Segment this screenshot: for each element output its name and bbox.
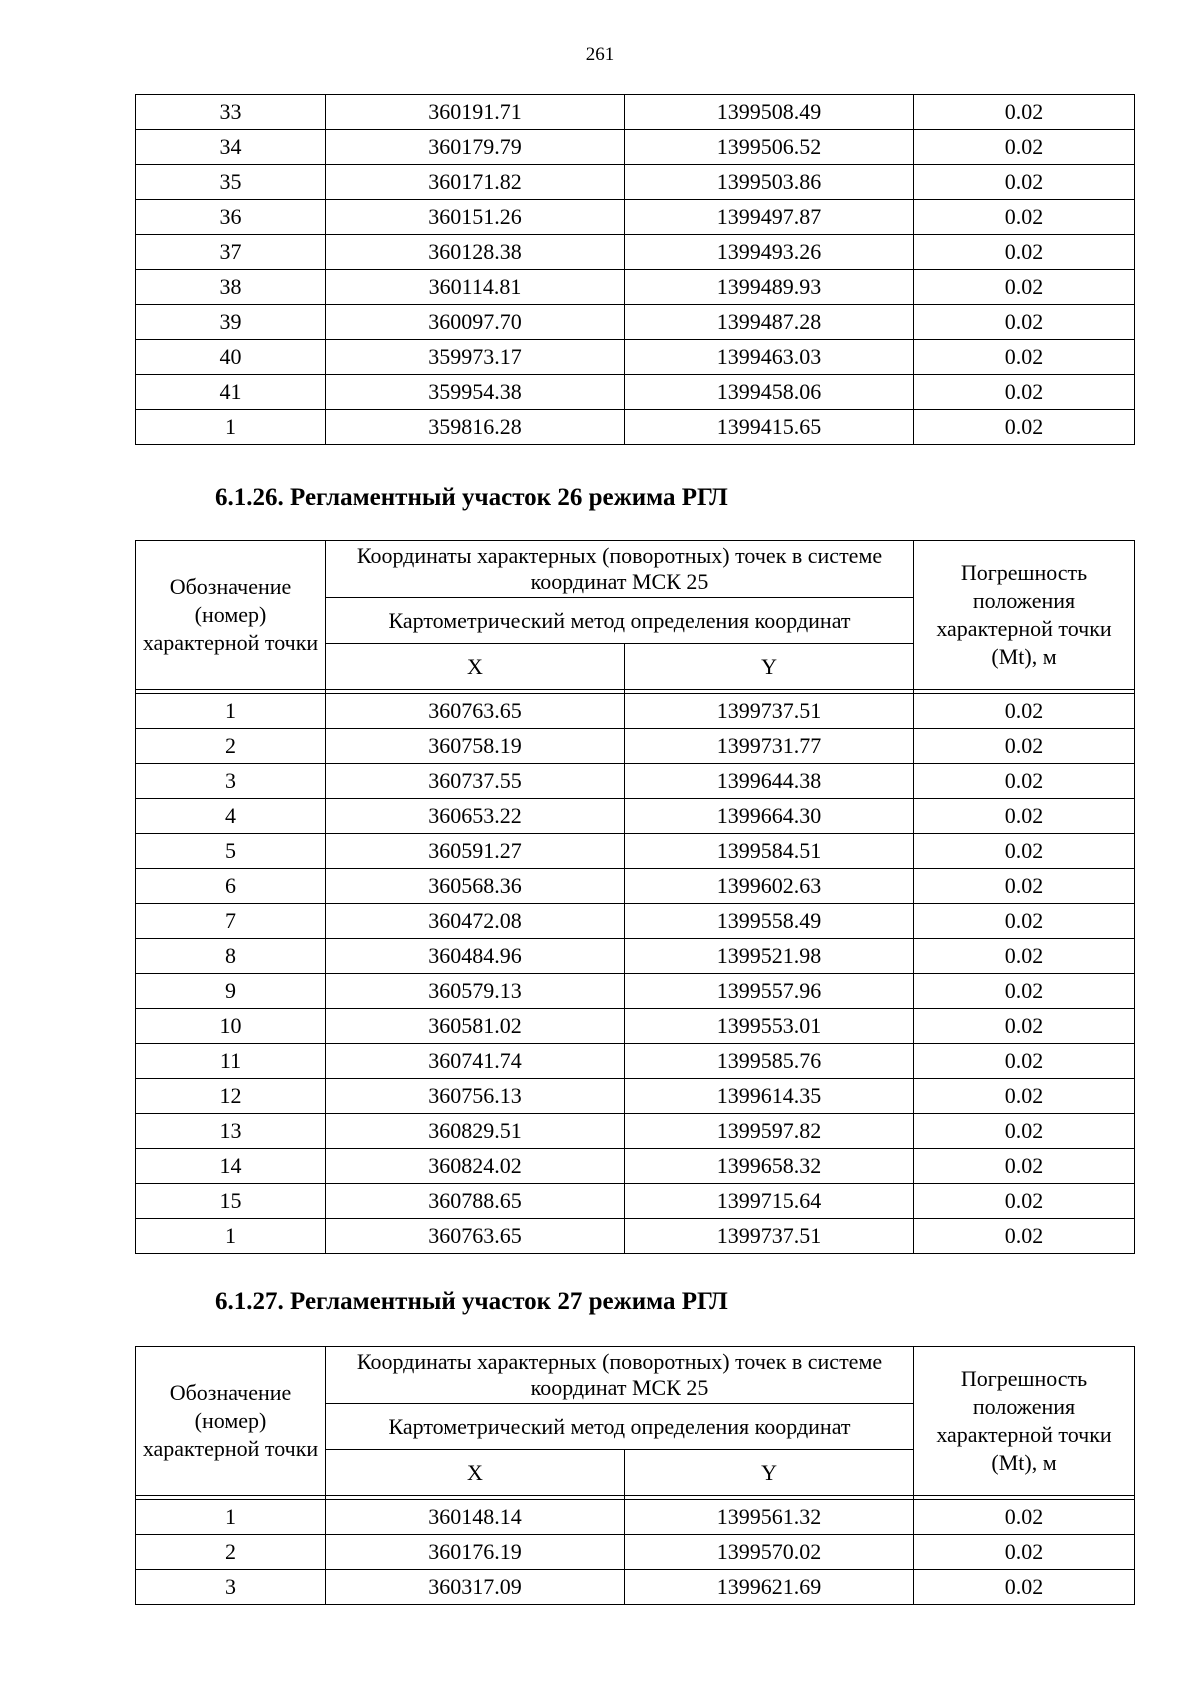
y-coordinate-cell: 1399521.98: [625, 939, 914, 974]
y-coordinate-cell: 1399458.06: [625, 375, 914, 410]
x-coordinate-cell: 359973.17: [326, 340, 625, 375]
point-number-cell: 12: [136, 1079, 326, 1114]
error-cell: 0.02: [914, 375, 1135, 410]
point-number-cell: 40: [136, 340, 326, 375]
y-coordinate-cell: 1399570.02: [625, 1535, 914, 1570]
y-coordinate-cell: 1399561.32: [625, 1500, 914, 1535]
point-number-cell: 1: [136, 410, 326, 445]
error-cell: 0.02: [914, 95, 1135, 130]
point-number-cell: 1: [136, 1500, 326, 1535]
coordinates-table-26: [135, 540, 1135, 1254]
table-row: [136, 1535, 1135, 1570]
y-coordinate-cell: 1399584.51: [625, 834, 914, 869]
x-coordinate-cell: 360568.36: [326, 869, 625, 904]
x-coordinate-cell: 359816.28: [326, 410, 625, 445]
table-row: [136, 340, 1135, 375]
x-coordinate-cell: 360763.65: [326, 1219, 625, 1254]
table-row: [136, 1184, 1135, 1219]
y-coordinate-cell: 1399737.51: [625, 694, 914, 729]
coordinates-table-continued: [135, 94, 1135, 445]
point-number-cell: 14: [136, 1149, 326, 1184]
error-cell: 0.02: [914, 1535, 1135, 1570]
point-number-cell: 8: [136, 939, 326, 974]
y-coordinate-cell: 1399731.77: [625, 729, 914, 764]
point-number-cell: 2: [136, 729, 326, 764]
x-coordinate-cell: 360191.71: [326, 95, 625, 130]
table-row: [136, 1219, 1135, 1254]
table-row: [136, 130, 1135, 165]
section-title-27: 6.1.27. Регламентный участок 27 режима РГЛ: [215, 1288, 728, 1315]
table-row: [136, 974, 1135, 1009]
point-number-cell: 34: [136, 130, 326, 165]
y-coordinate-cell: 1399415.65: [625, 410, 914, 445]
y-coordinate-cell: 1399506.52: [625, 130, 914, 165]
error-cell: 0.02: [914, 764, 1135, 799]
error-cell: 0.02: [914, 410, 1135, 445]
y-coordinate-cell: 1399737.51: [625, 1219, 914, 1254]
point-number-cell: 11: [136, 1044, 326, 1079]
table-row: [136, 235, 1135, 270]
point-number-cell: 2: [136, 1535, 326, 1570]
error-cell: 0.02: [914, 200, 1135, 235]
table-row: [136, 939, 1135, 974]
table-row: [136, 694, 1135, 729]
y-coordinate-cell: 1399558.49: [625, 904, 914, 939]
error-cell: 0.02: [914, 939, 1135, 974]
table-row: [136, 729, 1135, 764]
error-cell: 0.02: [914, 1184, 1135, 1219]
error-cell: 0.02: [914, 729, 1135, 764]
point-number-cell: 1: [136, 694, 326, 729]
error-cell: 0.02: [914, 799, 1135, 834]
error-cell: 0.02: [914, 694, 1135, 729]
header-coordinates-title: Координаты характерных (поворотных) точек в системе координат МСК 25: [326, 541, 914, 598]
point-number-cell: 4: [136, 799, 326, 834]
y-coordinate-cell: 1399553.01: [625, 1009, 914, 1044]
header-point-designation: Обозначение (номер) характерной точки: [136, 541, 326, 690]
table-row: [136, 1500, 1135, 1535]
point-number-cell: 36: [136, 200, 326, 235]
y-coordinate-cell: 1399621.69: [625, 1570, 914, 1605]
table-row: [136, 410, 1135, 445]
y-coordinate-cell: 1399508.49: [625, 95, 914, 130]
point-number-cell: 7: [136, 904, 326, 939]
table-row: [136, 1114, 1135, 1149]
table-row: [136, 1570, 1135, 1605]
error-cell: 0.02: [914, 305, 1135, 340]
point-number-cell: 39: [136, 305, 326, 340]
header-x: X: [326, 1450, 625, 1496]
x-coordinate-cell: 360788.65: [326, 1184, 625, 1219]
point-number-cell: 10: [136, 1009, 326, 1044]
table-row: [136, 834, 1135, 869]
error-cell: 0.02: [914, 235, 1135, 270]
error-cell: 0.02: [914, 1149, 1135, 1184]
header-point-designation: Обозначение (номер) характерной точки: [136, 1347, 326, 1496]
point-number-cell: 33: [136, 95, 326, 130]
table-row: [136, 869, 1135, 904]
x-coordinate-cell: 360151.26: [326, 200, 625, 235]
y-coordinate-cell: 1399557.96: [625, 974, 914, 1009]
page-number: 261: [585, 44, 615, 65]
x-coordinate-cell: 360763.65: [326, 694, 625, 729]
x-coordinate-cell: 360581.02: [326, 1009, 625, 1044]
header-x: X: [326, 644, 625, 690]
error-cell: 0.02: [914, 834, 1135, 869]
table-row: [136, 1149, 1135, 1184]
error-cell: 0.02: [914, 270, 1135, 305]
y-coordinate-cell: 1399489.93: [625, 270, 914, 305]
error-cell: 0.02: [914, 1044, 1135, 1079]
x-coordinate-cell: 360128.38: [326, 235, 625, 270]
point-number-cell: 41: [136, 375, 326, 410]
error-cell: 0.02: [914, 1570, 1135, 1605]
x-coordinate-cell: 360756.13: [326, 1079, 625, 1114]
table-row: [136, 1079, 1135, 1114]
x-coordinate-cell: 360824.02: [326, 1149, 625, 1184]
point-number-cell: 5: [136, 834, 326, 869]
table-row: [136, 200, 1135, 235]
y-coordinate-cell: 1399463.03: [625, 340, 914, 375]
x-coordinate-cell: 360579.13: [326, 974, 625, 1009]
error-cell: 0.02: [914, 1114, 1135, 1149]
header-method: Картометрический метод определения координат: [326, 598, 914, 644]
x-coordinate-cell: 360148.14: [326, 1500, 625, 1535]
error-cell: 0.02: [914, 1500, 1135, 1535]
x-coordinate-cell: 360097.70: [326, 305, 625, 340]
error-cell: 0.02: [914, 1079, 1135, 1114]
header-error: Погрешность положения характерной точки (Mt), м: [914, 541, 1135, 690]
error-cell: 0.02: [914, 904, 1135, 939]
x-coordinate-cell: 360179.79: [326, 130, 625, 165]
error-cell: 0.02: [914, 1009, 1135, 1044]
table-row: [136, 375, 1135, 410]
x-coordinate-cell: 360317.09: [326, 1570, 625, 1605]
table-row: [136, 270, 1135, 305]
y-coordinate-cell: 1399503.86: [625, 165, 914, 200]
point-number-cell: 3: [136, 1570, 326, 1605]
y-coordinate-cell: 1399585.76: [625, 1044, 914, 1079]
table-row: [136, 1044, 1135, 1079]
error-cell: 0.02: [914, 974, 1135, 1009]
table-row: [136, 904, 1135, 939]
table-row: [136, 764, 1135, 799]
table-row: [136, 799, 1135, 834]
point-number-cell: 38: [136, 270, 326, 305]
error-cell: 0.02: [914, 130, 1135, 165]
point-number-cell: 6: [136, 869, 326, 904]
y-coordinate-cell: 1399597.82: [625, 1114, 914, 1149]
header-method: Картометрический метод определения координат: [326, 1404, 914, 1450]
error-cell: 0.02: [914, 165, 1135, 200]
point-number-cell: 3: [136, 764, 326, 799]
x-coordinate-cell: 360176.19: [326, 1535, 625, 1570]
table-row: [136, 1009, 1135, 1044]
section-title-26: 6.1.26. Регламентный участок 26 режима РГЛ: [215, 484, 728, 511]
x-coordinate-cell: 360484.96: [326, 939, 625, 974]
y-coordinate-cell: 1399658.32: [625, 1149, 914, 1184]
x-coordinate-cell: 360591.27: [326, 834, 625, 869]
error-cell: 0.02: [914, 869, 1135, 904]
y-coordinate-cell: 1399493.26: [625, 235, 914, 270]
point-number-cell: 1: [136, 1219, 326, 1254]
y-coordinate-cell: 1399487.28: [625, 305, 914, 340]
y-coordinate-cell: 1399715.64: [625, 1184, 914, 1219]
header-coordinates-title: Координаты характерных (поворотных) точек в системе координат МСК 25: [326, 1347, 914, 1404]
y-coordinate-cell: 1399644.38: [625, 764, 914, 799]
x-coordinate-cell: 360114.81: [326, 270, 625, 305]
y-coordinate-cell: 1399497.87: [625, 200, 914, 235]
error-cell: 0.02: [914, 1219, 1135, 1254]
x-coordinate-cell: 360472.08: [326, 904, 625, 939]
x-coordinate-cell: 360653.22: [326, 799, 625, 834]
header-y: Y: [625, 1450, 914, 1496]
header-y: Y: [625, 644, 914, 690]
table-row: [136, 165, 1135, 200]
point-number-cell: 15: [136, 1184, 326, 1219]
x-coordinate-cell: 360829.51: [326, 1114, 625, 1149]
x-coordinate-cell: 360758.19: [326, 729, 625, 764]
x-coordinate-cell: 360171.82: [326, 165, 625, 200]
y-coordinate-cell: 1399602.63: [625, 869, 914, 904]
x-coordinate-cell: 360737.55: [326, 764, 625, 799]
point-number-cell: 9: [136, 974, 326, 1009]
point-number-cell: 37: [136, 235, 326, 270]
header-error: Погрешность положения характерной точки (Mt), м: [914, 1347, 1135, 1496]
x-coordinate-cell: 360741.74: [326, 1044, 625, 1079]
table-row: [136, 95, 1135, 130]
x-coordinate-cell: 359954.38: [326, 375, 625, 410]
point-number-cell: 35: [136, 165, 326, 200]
y-coordinate-cell: 1399614.35: [625, 1079, 914, 1114]
table-row: [136, 305, 1135, 340]
point-number-cell: 13: [136, 1114, 326, 1149]
y-coordinate-cell: 1399664.30: [625, 799, 914, 834]
error-cell: 0.02: [914, 340, 1135, 375]
coordinates-table-27: [135, 1346, 1135, 1605]
